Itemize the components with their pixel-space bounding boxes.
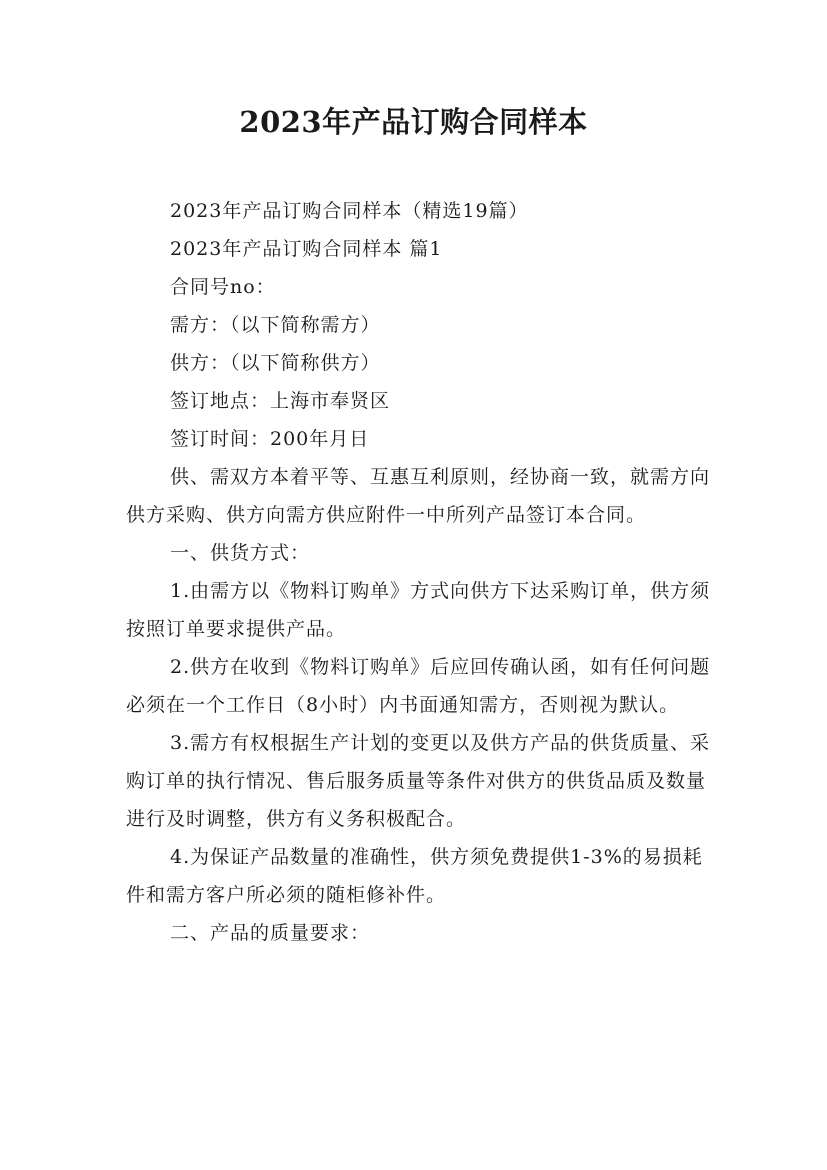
- clause-4: 4.为保证产品数量的准确性，供方须免费提供1-3%的易损耗件和需方客户所必须的随柜修补件。: [126, 846, 703, 906]
- clause-3: 3.需方有权根据生产计划的变更以及供方产品的供货质量、采购订单的执行情况、售后服务质量等条件对供方的供货品质及数量进行及时调整，供方有义务积极配合。: [126, 732, 711, 830]
- paragraph-preamble: 供、需双方本着平等、互惠互利原则，经协商一致，就需方向供方采购、供方向需方供应附件一中所列产品签订本合同。: [126, 466, 711, 526]
- document-body: [126, 192, 716, 952]
- paragraph-signing-date: 签订时间：200年月日: [170, 428, 370, 450]
- section-heading-quality: 二、产品的质量要求：: [170, 922, 371, 944]
- clause-1: 1.由需方以《物料订购单》方式向供方下达采购订单，供方须按照订单要求提供产品。: [126, 580, 711, 640]
- paragraph-contract-number: 合同号no：: [170, 276, 276, 298]
- clause-2: 2.供方在收到《物料订购单》后应回传确认函，如有任何问题必须在一个工作日（8小时）内书面通知需方，否则视为默认。: [126, 656, 711, 716]
- paragraph-signing-place: 签订地点：上海市奉贤区: [170, 390, 391, 412]
- paragraph-supplier: 供方：（以下简称供方）: [170, 352, 381, 374]
- paragraph-collection-title: 2023年产品订购合同样本（精选19篇）: [170, 200, 529, 222]
- section-heading-supply-method: 一、供货方式：: [170, 542, 311, 564]
- paragraph-buyer: 需方：（以下简称需方）: [170, 314, 381, 336]
- document-title: 2023年产品订购合同样本: [239, 105, 588, 139]
- paragraph-article-title: 2023年产品订购合同样本 篇1: [170, 238, 443, 260]
